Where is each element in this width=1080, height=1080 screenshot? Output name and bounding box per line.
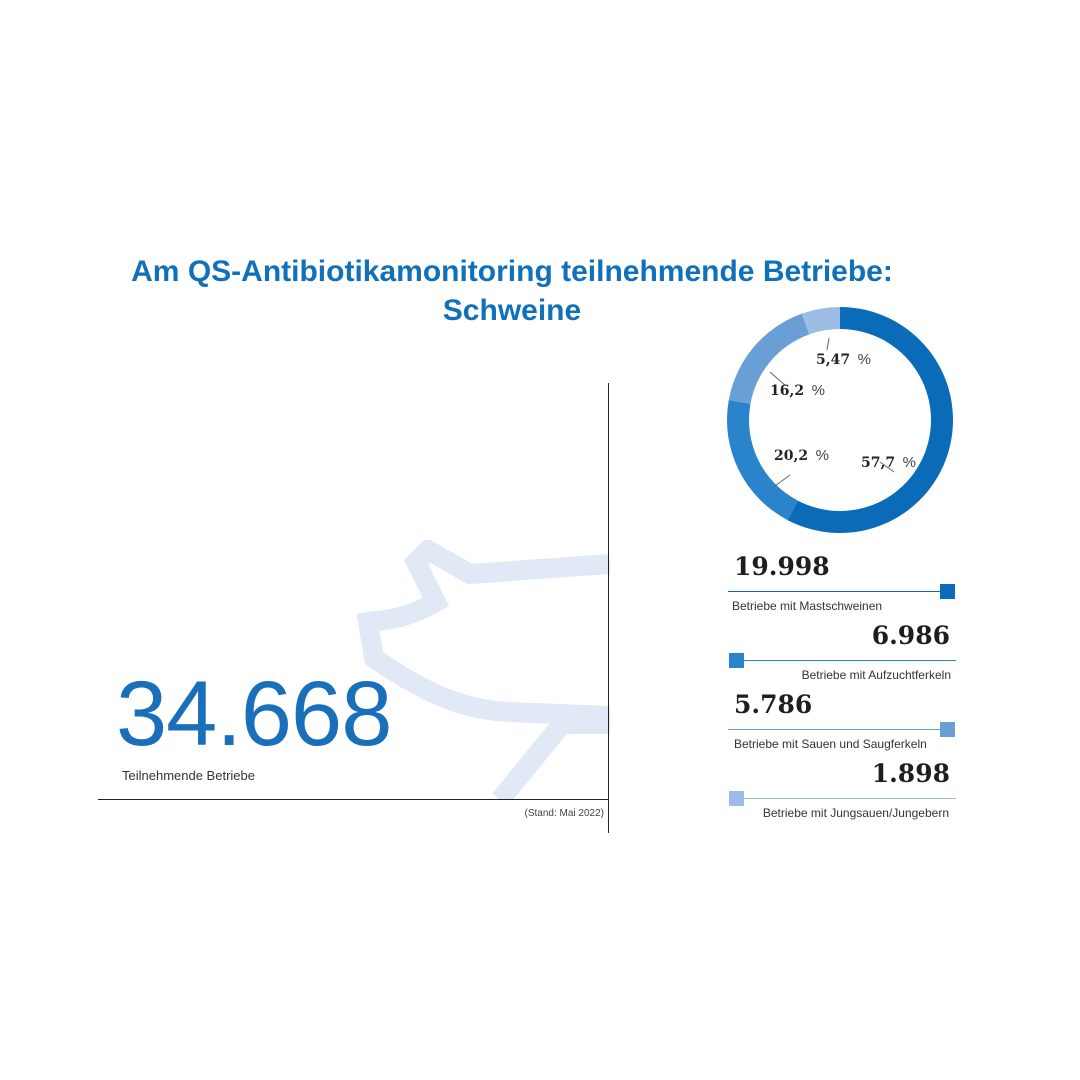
pct-label-mastschweine: 57,7 % <box>861 454 916 471</box>
pct-label-aufzuchtferkel: 20,2 % <box>774 447 829 464</box>
total-value: 34.668 <box>116 663 392 765</box>
horizontal-axis-line <box>98 799 609 800</box>
vertical-axis-line <box>608 383 609 833</box>
stand-note: (Stand: Mai 2022) <box>524 808 604 819</box>
stat-value-jungsauen: 1.898 <box>871 759 950 788</box>
stat-line-aufzuchtferkel <box>730 660 956 661</box>
leader-line-jungsauen <box>827 338 829 350</box>
stat-marker-jungsauen <box>729 791 744 806</box>
leader-line-aufzuchtferkel <box>775 475 790 486</box>
stat-value-aufzuchtferkel: 6.986 <box>871 621 950 650</box>
stat-label-mastschweine: Betriebe mit Mastschweinen <box>732 599 883 613</box>
pct-label-jungsauen: 5,47 % <box>816 351 871 368</box>
stat-value-mastschweine: 19.998 <box>734 552 830 581</box>
donut-chart <box>720 300 960 540</box>
stat-marker-aufzuchtferkel <box>729 653 744 668</box>
stat-value-sauen: 5.786 <box>734 690 813 719</box>
stat-line-jungsauen <box>730 798 956 799</box>
donut-slice-mastschweine <box>788 307 953 533</box>
chart-title-line-1: Am QS-Antibiotikamonitoring teilnehmende Betriebe: <box>131 255 893 288</box>
stat-label-aufzuchtferkel: Betriebe mit Aufzuchtferkeln <box>801 668 951 682</box>
stat-label-sauen: Betriebe mit Sauen und Saugferkeln <box>734 737 927 751</box>
stat-marker-sauen <box>940 722 955 737</box>
stat-label-jungsauen: Betriebe mit Jungsauen/Jungebern <box>762 806 949 820</box>
pct-label-sauen: 16,2 % <box>770 382 825 399</box>
stat-line-mastschweine <box>728 591 954 592</box>
stat-marker-mastschweine <box>940 584 955 599</box>
stat-line-sauen <box>728 729 954 730</box>
chart-title-line-2: Schweine <box>442 294 582 327</box>
total-label: Teilnehmende Betriebe <box>122 768 255 783</box>
